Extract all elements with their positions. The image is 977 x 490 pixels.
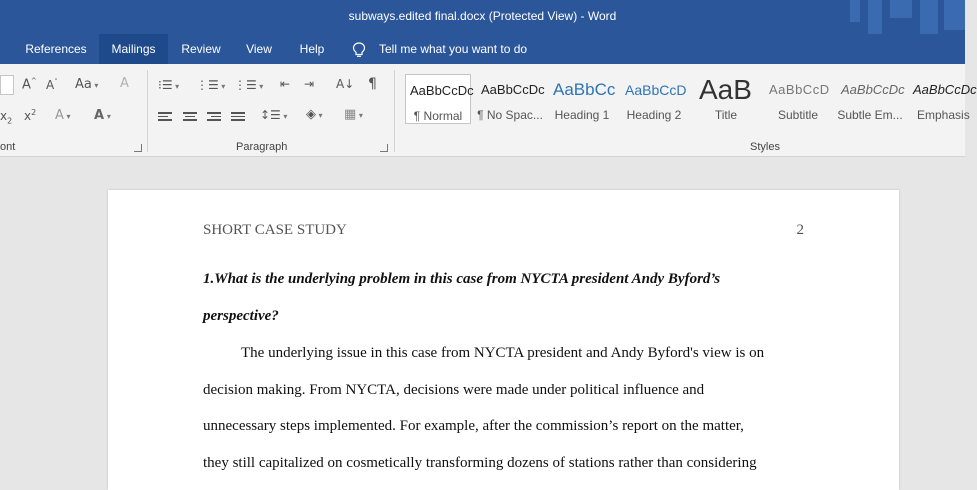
tab-references[interactable]: References bbox=[25, 42, 87, 56]
style-subtitle[interactable] bbox=[765, 74, 831, 124]
style-sample: AaBbCcD bbox=[769, 82, 830, 97]
style-sample: AaBbCcD bbox=[625, 82, 687, 98]
lightbulb-icon bbox=[352, 42, 366, 58]
style-name: Emphasis bbox=[917, 108, 970, 122]
subscript-icon[interactable]: $x_2$ bbox=[0, 109, 13, 126]
tab-view[interactable]: View bbox=[246, 42, 272, 56]
window-title: subways.edited final.docx (Protected View) - Word bbox=[348, 9, 617, 23]
shrink-font-icon[interactable]: A˅ bbox=[46, 78, 58, 92]
align-right-icon[interactable] bbox=[207, 112, 221, 123]
align-left-icon[interactable] bbox=[158, 112, 172, 123]
sort-icon[interactable]: A↓ bbox=[336, 77, 355, 91]
style-heading-1[interactable] bbox=[549, 74, 615, 124]
style-name: Title bbox=[714, 108, 738, 122]
text-effects-icon[interactable]: A ▾ bbox=[55, 108, 71, 123]
clear-formatting-icon[interactable]: A bbox=[120, 76, 129, 91]
justify-icon[interactable] bbox=[231, 112, 245, 123]
paragraph-group-label: Paragraph bbox=[236, 141, 288, 153]
numbering-icon[interactable]: ⋮☰ ▾ bbox=[196, 78, 226, 92]
tab-review[interactable]: Review bbox=[181, 42, 221, 56]
style-no-spacing[interactable] bbox=[477, 74, 543, 124]
style-sample: AaBbCcDc bbox=[913, 82, 977, 97]
style-subtle-emphasis[interactable] bbox=[837, 74, 903, 124]
shading-icon[interactable]: ◈ ▾ bbox=[306, 107, 323, 122]
borders-icon[interactable]: ▦ ▾ bbox=[344, 107, 363, 122]
tab-help[interactable]: Help bbox=[299, 42, 325, 56]
increase-indent-icon[interactable]: ⇥ bbox=[304, 77, 315, 91]
line-spacing-icon[interactable]: ↕☰ ▾ bbox=[260, 108, 288, 122]
font-group-label: ont bbox=[0, 141, 16, 153]
change-case-icon[interactable]: Aa ▾ bbox=[75, 77, 99, 92]
style-heading-2[interactable] bbox=[621, 74, 687, 124]
body-line: The underlying issue in this case from NYCTA president and Andy Byford's view is on bbox=[241, 345, 765, 361]
group-divider bbox=[147, 70, 148, 152]
style-name: Heading 1 bbox=[554, 108, 610, 122]
align-center-icon[interactable] bbox=[183, 112, 197, 123]
style-normal[interactable] bbox=[405, 74, 474, 124]
tell-me-text: Tell me what you want to do bbox=[379, 42, 528, 56]
show-formatting-marks-icon[interactable]: ¶ bbox=[368, 76, 377, 92]
style-sample: AaBbCcDc bbox=[841, 82, 905, 97]
style-sample: AaBbCcDc bbox=[481, 82, 545, 97]
running-head: SHORT CASE STUDY bbox=[203, 222, 347, 238]
question-line: perspective? bbox=[203, 308, 279, 324]
style-name: ¶ Normal bbox=[413, 109, 463, 123]
styles-group-label: Styles bbox=[750, 141, 780, 153]
style-name: Heading 2 bbox=[626, 108, 682, 122]
style-emphasis[interactable] bbox=[909, 74, 977, 124]
body-line: they still capitalized on cosmetically transforming dozens of stations rather than considering bbox=[203, 455, 757, 471]
tab-mailings[interactable]: Mailings bbox=[99, 34, 168, 64]
style-name: Subtitle bbox=[777, 108, 819, 122]
style-sample: AaBbCc bbox=[553, 80, 616, 99]
style-title[interactable] bbox=[693, 74, 759, 124]
document-page[interactable] bbox=[108, 190, 899, 490]
style-sample: AaBbCcDc bbox=[410, 83, 474, 98]
body-line: decision making. From NYCTA, decisions were made under political influence and bbox=[203, 382, 705, 398]
body-line: unnecessary steps implemented. For example, after the commission’s report on the matter, bbox=[203, 418, 744, 434]
ribbon bbox=[0, 64, 977, 157]
superscript-icon[interactable]: $x^2$ bbox=[24, 108, 37, 123]
font-dialog-launcher-icon[interactable] bbox=[134, 144, 142, 152]
font-size-dropdown[interactable] bbox=[0, 75, 14, 95]
ribbon-tab-bar bbox=[0, 34, 965, 64]
bullets-icon[interactable]: ⁝☰ ▾ bbox=[158, 78, 180, 92]
style-name: ¶ No Spac... bbox=[477, 108, 543, 122]
style-name: Subtle Em... bbox=[837, 108, 903, 122]
page-number: 2 bbox=[796, 222, 804, 238]
multilevel-list-icon[interactable]: ⋮☰ ▾ bbox=[234, 78, 264, 92]
font-color-icon[interactable]: A ▾ bbox=[94, 108, 111, 123]
group-divider bbox=[394, 70, 395, 152]
grow-font-icon[interactable]: A^ bbox=[22, 77, 37, 93]
style-sample: AaB bbox=[699, 74, 752, 105]
decrease-indent-icon[interactable]: ⇤ bbox=[280, 77, 291, 91]
title-bar bbox=[0, 0, 965, 34]
question-line: 1.What is the underlying problem in this case from NYCTA president Andy Byford’s bbox=[203, 271, 721, 287]
paragraph-dialog-launcher-icon[interactable] bbox=[380, 144, 388, 152]
